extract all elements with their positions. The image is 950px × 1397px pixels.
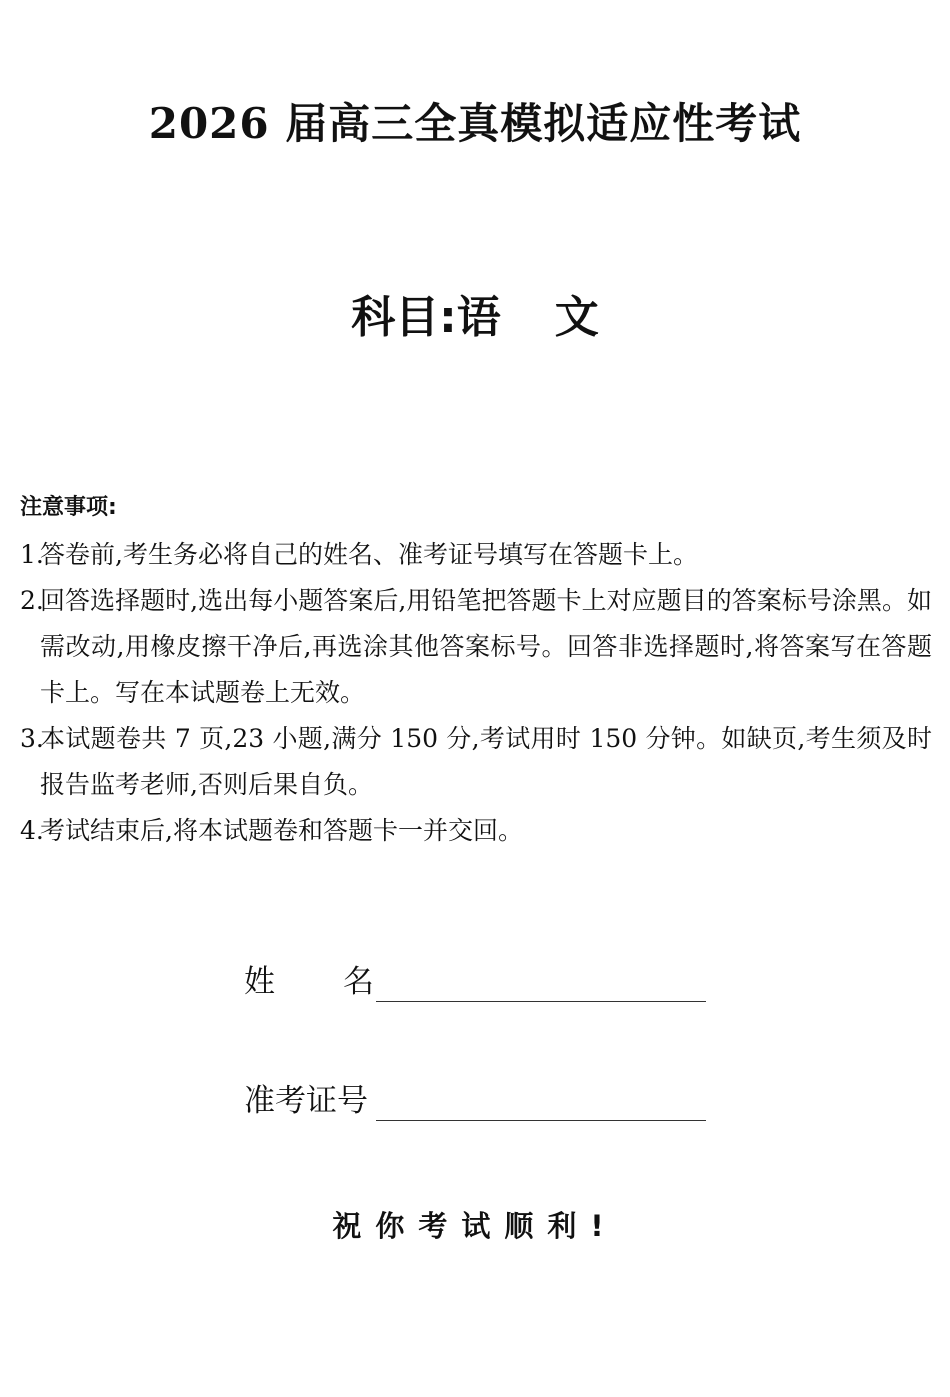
- name-blank-line[interactable]: [376, 1001, 706, 1002]
- notice-item-number: 4.: [20, 816, 44, 845]
- exam-title: 2026 届高三全真模拟适应性考试: [148, 99, 802, 148]
- notice-item-2: [20, 578, 932, 716]
- exam-id-blank-line[interactable]: [376, 1120, 706, 1121]
- subject-label: 科目:语: [351, 292, 501, 343]
- exam-id-label: 准考证号: [244, 1083, 368, 1119]
- notice-heading: 注意事项:: [20, 495, 117, 520]
- notice-item-text: 回答选择题时,选出每小题答案后,用铅笔把答题卡上对应题目的答案标号涂黑。如需改动,用橡皮擦干净后,再选涂其他答案标号。回答非选择题时,将答案写在答题卡上。写在本试题卷上无效。: [40, 586, 932, 707]
- notice-item-1: [20, 532, 932, 578]
- notice-item-number: 3.: [20, 724, 44, 753]
- notice-item-text: 答卷前,考生务必将自己的姓名、准考证号填写在答题卡上。: [40, 540, 698, 569]
- closing-message: 祝你考试顺利!: [332, 1209, 618, 1243]
- subject-value: 文: [554, 292, 599, 343]
- notice-item-3: [20, 716, 932, 808]
- subject-line: [0, 290, 950, 346]
- notice-item-number: 1.: [20, 540, 44, 569]
- name-label: 姓名: [244, 964, 442, 1000]
- notice-item-number: 2.: [20, 586, 44, 615]
- notice-section: [20, 490, 932, 854]
- notice-item-text: 考试结束后,将本试题卷和答题卡一并交回。: [40, 816, 523, 845]
- notice-item-4: [20, 808, 932, 854]
- notice-item-text: 本试题卷共 7 页,23 小题,满分 150 分,考试用时 150 分钟。如缺页,考生须及时报告监考老师,否则后果自负。: [40, 724, 932, 799]
